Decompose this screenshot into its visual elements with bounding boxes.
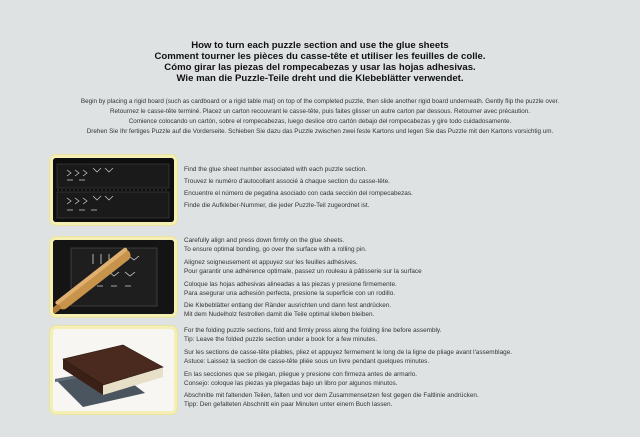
- step-1-es: Encuentre el número de pegatina asociado con cada sección del rompecabezas.: [184, 189, 413, 197]
- step-2-fr-2: Pour garantir une adhérence optimale, passez un rouleau à pâtisserie sur la surface: [184, 267, 422, 275]
- step-1-text: [184, 166, 634, 211]
- intro-fr: Retournez le casse-tête terminé. Placez un carton recouvrant le casse-tête, puis faites glisser un autre carton par dessous. Retourner avec précaution.: [109, 108, 530, 115]
- step-2-text: [184, 237, 634, 320]
- book-image: [50, 326, 177, 414]
- title-en: How to turn each puzzle section and use the glue sheets: [191, 40, 449, 51]
- step-3-es-1: En las secciones que se pliegan, pliegue y presione con firmeza antes de armarlo.: [184, 370, 418, 378]
- step-3-en-1: For the folding puzzle sections, fold and firmly press along the folding line before assembly.: [184, 327, 442, 334]
- step-1-fr: Trouvez le numéro d'autocollant associé à chaque section du casse-tête.: [184, 177, 390, 185]
- step-2-es-1: Coloque las hojas adhesivas alineadas a las piezas y presione firmemente.: [184, 280, 397, 288]
- step-3-de-2: Tipp: Den gefalteten Abschnitt ein paar Minuten unter einem Buch lassen.: [184, 401, 393, 409]
- step-2-de-1: Die Klebeblätter entlang der Ränder ausrichten und dann fest andrücken.: [184, 302, 392, 310]
- step-1-de: Finde die Aufkleber-Nummer, die jeder Puzzle-Teil zugeordnet ist.: [184, 201, 370, 209]
- step-2-fr-1: Alignez soigneusement et appuyez sur les feuilles adhésives.: [184, 258, 358, 266]
- step-3-fr-2: Astuce: Laissez la section de casse-tête pliée sous un livre pendant quelques minutes.: [184, 357, 430, 365]
- rolling-pin-image: [50, 237, 177, 317]
- step-3-de-1: Abschnitte mit faltenden Teilen, falten und vor dem Zusammensetzen fest gegen die Faltlinie andrücken.: [184, 392, 479, 400]
- step-2-es-2: Para asegurar una adhesión perfecta, presione la superficie con un rodillo.: [184, 289, 396, 297]
- intro-es: Comience colocando un cartón, sobre el rompecabezas, luego deslice otro cartón debajo del rompecabezas y gire todo cuidadosamente.: [128, 118, 512, 125]
- title-fr: Comment tourner les pièces du casse-tête et utiliser les feuilles de colle.: [154, 51, 486, 62]
- step-3-fr-1: Sur les sections de casse-tête pliables, pliez et appuyez fermement le long de la ligne de pliage avant l'assemblage.: [184, 348, 513, 356]
- title-es: Cómo girar las piezas del rompecabezas y usar las hojas adhesivas.: [164, 62, 476, 73]
- glue-sheet-illustration: [53, 158, 174, 222]
- step-2-de-2: Mit dem Nudelholz festrollen damit die Teile optimal kleben bleiben.: [184, 311, 375, 319]
- title-block: [0, 40, 640, 84]
- step-2-en-1: Carefully align and press down firmly on the glue sheets.: [184, 237, 345, 244]
- title-de: Wie man die Puzzle-Teile dreht und die Klebeblätter verwendet.: [176, 73, 464, 84]
- step-1-en: Find the glue sheet number associated with each puzzle section.: [184, 166, 367, 173]
- intro-block: [0, 97, 640, 137]
- book-illustration: [53, 329, 174, 411]
- step-3-en-2: Tip: Leave the folded puzzle section under a book for a few minutes.: [184, 335, 378, 343]
- step-3-text: [184, 327, 634, 410]
- glue-sheet-image: [50, 155, 177, 225]
- intro-de: Drehen Sie Ihr fertiges Puzzle auf die Vorderseite. Schieben Sie dazu das Puzzle zwischen zwei feste Kartons und legen Sie das Puzzle mit den Kartons vorsichtig um.: [86, 128, 554, 135]
- step-2-en-2: To ensure optimal bonding, go over the surface with a rolling pin.: [184, 245, 367, 253]
- rolling-pin-illustration: [53, 240, 174, 314]
- step-3-es-2: Consejo: coloque las piezas ya plegadas bajo un libro por algunos minutos.: [184, 379, 398, 387]
- intro-en: Begin by placing a rigid board (such as cardboard or a rigid table mat) on top of the completed puzzle, then slide another rigid board underneath. Gently flip the puzzle over.: [80, 98, 560, 105]
